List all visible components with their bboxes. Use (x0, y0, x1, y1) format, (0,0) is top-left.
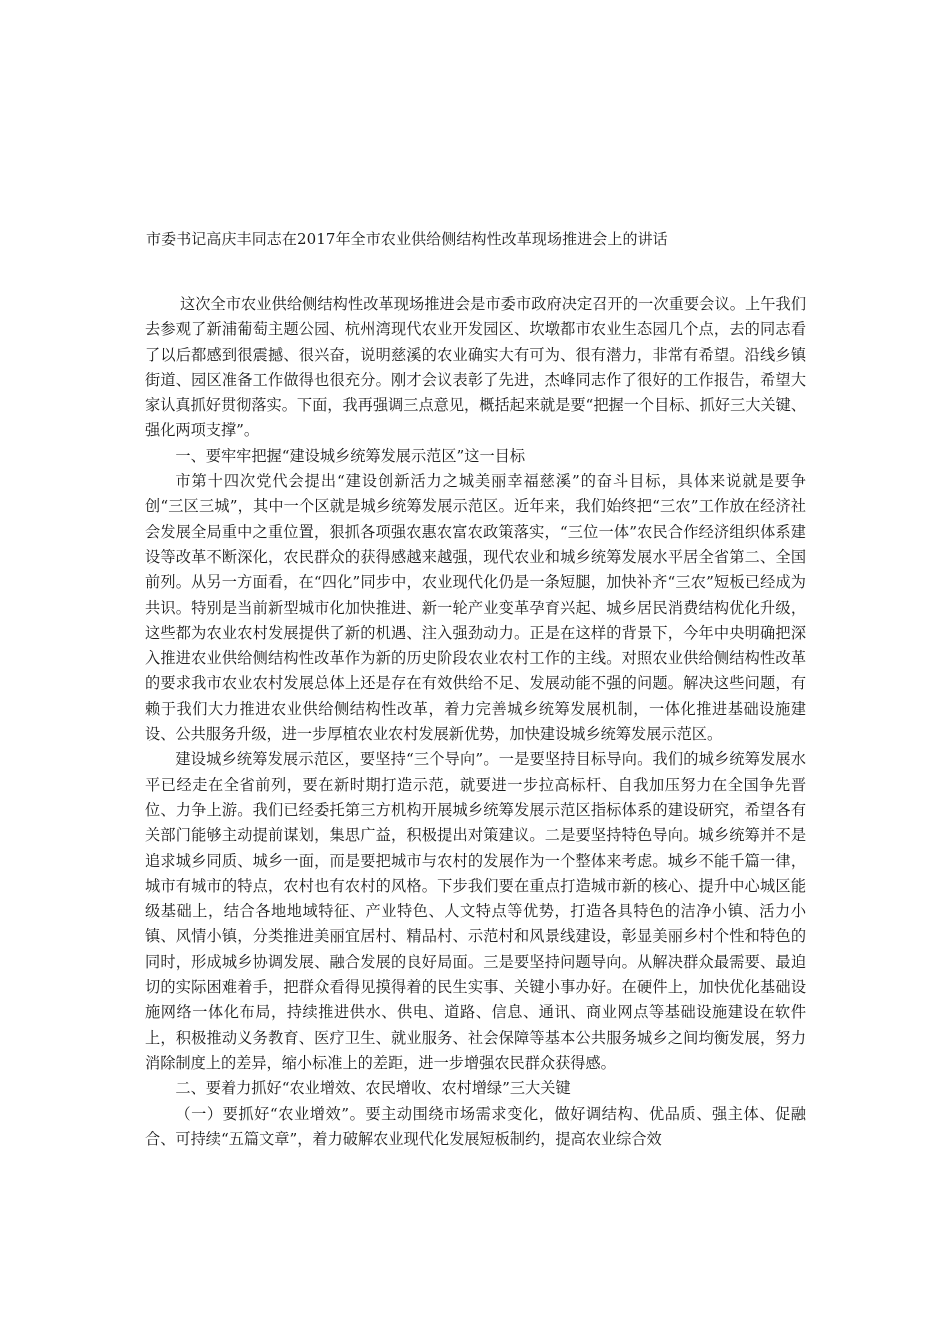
paragraph-intro: 这次全市农业供给侧结构性改革现场推进会是市委市政府决定召开的一次重要会议。上午我们去参观了新浦葡萄主题公园、杭州湾现代农业开发园区、坎墩都市农业生态园几个点，去的同志看了以后都感到很震撼、很兴奋，说明慈溪的农业确实大有可为、很有潜力，非常有希望。沿线乡镇街道、园区准备工作做得也很充分。刚才会议表彰了先进，杰峰同志作了很好的工作报告，希望大家认真抓好贯彻落实。下面，我再强调三点意见，概括起来就是要“把握一个目标、抓好三大关键、强化两项支撑”。 (145, 295, 806, 440)
paragraph-three-orientations: 建设城乡统筹发展示范区，要坚持“三个导向”。一是要坚持目标导向。我们的城乡统筹发展水平已经走在全省前列，要在新时期打造示范，就要进一步拉高标杆、自我加压努力在全国争先晋位、力争上游。我们已经委托第三方机构开展城乡统筹发展示范区指标体系的建设研究，希望各有关部门能够主动提前谋划，集思广益，积极提出对策建议。二是要坚持特色导向。城乡统筹并不是追求城乡同质、城乡一面，而是要把城市与农村的发展作为一个整体来考虑。城乡不能千篇一律，城市有城市的特点，农村也有农村的风格。下步我们要在重点打造城市新的核心、提升中心城区能级基础上，结合各地地域特征、产业特色、人文特点等优势，打造各具特色的洁净小镇、活力小镇、风情小镇，分类推进美丽宜居村、精品村、示范村和风景线建设，彰显美丽乡村个性和特色的同时，形成城乡协调发展、融合发展的良好局面。三是要坚持问题导向。从解决群众最需要、最迫切的实际困难着手，把群众看得见摸得着的民生实事、关键小事办好。在硬件上，加快优化基础设施网络一体化布局，持续推进供水、供电、道路、信息、通讯、商业网点等基础设施建设在软件上，积极推动义务教育、医疗卫生、就业服务、社会保障等基本公共服务城乡之间均衡发展，努力消除制度上的差异，缩小标准上的差距，进一步增强农民群众获得感。 (145, 750, 806, 1072)
paragraph-goal: 市第十四次党代会提出“建设创新活力之城美丽幸福慈溪”的奋斗目标，具体来说就是要争创“三区三城”，其中一个区就是城乡统筹发展示范区。近年来，我们始终把“三农”工作放在经济社会发展全局重中之重位置，狠抓各项强农惠农富农政策落实，“三位一体”农民合作经济组织体系建设等改革不断深化，农民群众的获得感越来越强，现代农业和城乡统筹发展水平居全省第二、全国前列。从另一方面看，在“四化”同步中，农业现代化仍是一条短腿，加快补齐“三农”短板已经成为共识。特别是当前新型城市化加快推进、新一轮产业变革孕育兴起、城乡居民消费结构优化升级，这些都为农业农村发展提供了新的机遇、注入强劲动力。正是在这样的背景下，今年中央明确把深入推进农业供给侧结构性改革作为新的历史阶段农业农村工作的主线。对照农业供给侧结构性改革的要求我市农业农村发展总体上还是存在有效供给不足、发展动能不强的问题。解决这些问题，有赖于我们大力推进农业供给侧结构性改革，着力完善城乡统筹发展机制，一体化推进基础设施建设、公共服务升级，进一步厚植农业农村发展新优势，加快建设城乡统筹发展示范区。 (145, 472, 806, 744)
paragraph-agriculture-efficiency: （一）要抓好“农业增效”。要主动围绕市场需求变化，做好调结构、优品质、强主体、促融合、可持续“五篇文章”，着力破解农业现代化发展短板制约，提高农业综合效 (145, 1104, 806, 1148)
document-body (145, 292, 806, 1152)
section-heading-one: 一、要牢牢把握“建设城乡统筹发展示范区”这一目标 (175, 446, 526, 465)
section-heading-two: 二、要着力抓好“农业增效、农民增收、农村增绿”三大关键 (175, 1079, 571, 1098)
document-title: 市委书记高庆丰同志在2017年全市农业供给侧结构性改革现场推进会上的讲话 (146, 230, 668, 248)
